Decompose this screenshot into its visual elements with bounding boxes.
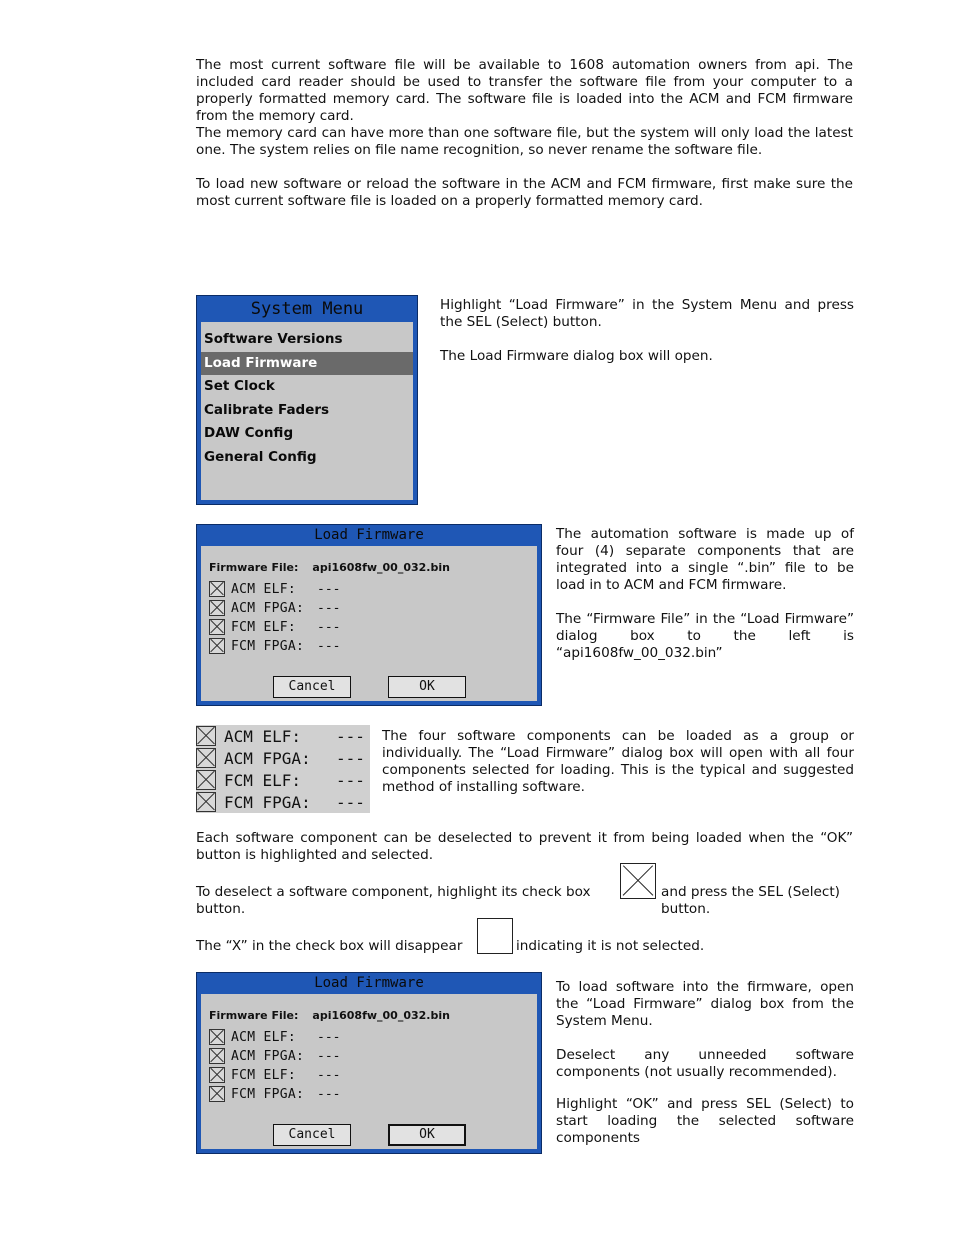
- component-row-acm-elf[interactable]: [209, 580, 340, 598]
- checked-checkbox-icon[interactable]: [196, 792, 216, 812]
- checked-checkbox-icon[interactable]: [209, 1067, 225, 1083]
- checked-checkbox-icon[interactable]: [196, 748, 216, 768]
- deselect-paragraph-1: Each software component can be deselected to prevent it from being loaded when the “OK” button is highlighted and selected.: [196, 830, 853, 863]
- step2-paragraph-2: The “Firmware File” in the “Load Firmware” dialog box to the left is “api1608fw_00_032.bin”: [556, 611, 854, 661]
- component-label: FCM ELF:: [224, 770, 302, 790]
- component-label: ACM FPGA:: [224, 748, 311, 768]
- component-label: ACM FPGA:: [231, 1048, 305, 1064]
- component-value: ---: [336, 748, 365, 768]
- component-row-fcm-elf[interactable]: [209, 1066, 340, 1084]
- component-label: FCM ELF:: [231, 619, 297, 635]
- system-menu-list: [201, 322, 413, 500]
- dialog-panel: [201, 546, 537, 701]
- checked-checkbox-icon[interactable]: [209, 619, 225, 635]
- menu-item-daw-config[interactable]: DAW Config: [204, 425, 294, 442]
- firmware-file-label: Firmware File:: [209, 1009, 299, 1022]
- step4-paragraph-3: Highlight “OK” and press SEL (Select) to start loading the selected software components: [556, 1096, 854, 1146]
- big-row-acm-elf[interactable]: [196, 726, 365, 746]
- checked-checkbox-icon[interactable]: [209, 600, 225, 616]
- unchecked-checkbox-icon: [477, 918, 513, 954]
- menu-item-load-firmware[interactable]: Load Firmware: [201, 352, 413, 376]
- checked-checkbox-icon[interactable]: [209, 1048, 225, 1064]
- component-value: ---: [317, 1029, 341, 1045]
- component-row-fcm-fpga[interactable]: [209, 1085, 340, 1103]
- component-row-fcm-elf[interactable]: [209, 618, 340, 636]
- deselect-paragraph-2b: and press the SEL (Select) button.: [661, 884, 840, 917]
- system-menu-title: System Menu: [250, 299, 364, 319]
- component-row-fcm-fpga[interactable]: [209, 637, 340, 655]
- firmware-file-name: api1608fw_00_032.bin: [312, 1009, 450, 1022]
- checked-checkbox-icon[interactable]: [209, 638, 225, 654]
- component-label: FCM ELF:: [231, 1067, 297, 1083]
- component-value: ---: [336, 726, 365, 746]
- ok-button[interactable]: OK: [388, 1124, 466, 1146]
- step3-paragraph-1: The four software components can be loaded as a group or individually. The “Load Firmware” dialog box will open with all four components selected for loading. This is the typical and suggested method of installing software.: [382, 728, 854, 795]
- checked-checkbox-icon: [620, 863, 656, 899]
- cancel-button[interactable]: Cancel: [273, 1124, 351, 1146]
- component-value: ---: [317, 581, 341, 597]
- component-row-acm-fpga[interactable]: [209, 599, 340, 617]
- component-label: FCM FPGA:: [231, 638, 305, 654]
- firmware-file-label: Firmware File:: [209, 561, 299, 574]
- big-row-fcm-elf[interactable]: [196, 770, 365, 790]
- checked-checkbox-icon[interactable]: [209, 581, 225, 597]
- dialog-title: Load Firmware: [314, 527, 424, 543]
- load-firmware-dialog-2: [196, 972, 542, 1154]
- intro-paragraph-3: To load new software or reload the software in the ACM and FCM firmware, first make sure the most current software file is loaded on a properly formatted memory card.: [196, 176, 853, 209]
- checked-checkbox-icon[interactable]: [196, 726, 216, 746]
- ok-button[interactable]: OK: [388, 676, 466, 698]
- menu-item-software-versions[interactable]: Software Versions: [204, 331, 343, 347]
- component-value: ---: [317, 600, 341, 616]
- checked-checkbox-icon[interactable]: [209, 1086, 225, 1102]
- component-label: FCM FPGA:: [231, 1086, 305, 1102]
- step1-paragraph-1: Highlight “Load Firmware” in the System Menu and press the SEL (Select) button.: [440, 297, 854, 330]
- dialog-title: Load Firmware: [314, 975, 424, 991]
- deselect-paragraph-3b: indicating it is not selected.: [516, 938, 705, 954]
- component-label: FCM FPGA:: [224, 792, 311, 812]
- firmware-file-line: [209, 1007, 450, 1024]
- component-value: ---: [317, 638, 341, 654]
- dialog-panel: [201, 994, 537, 1149]
- step1-paragraph-2: The Load Firmware dialog box will open.: [440, 348, 713, 364]
- menu-item-general-config[interactable]: General Config: [204, 448, 317, 465]
- component-label: ACM ELF:: [224, 726, 302, 746]
- checked-checkbox-icon[interactable]: [209, 1029, 225, 1045]
- checked-checkbox-icon[interactable]: [196, 770, 216, 790]
- intro-paragraph-1: The most current software file will be available to 1608 automation owners from api. The included card reader should be used to transfer the software file from your computer to a properly formatted memory card. The software file is loaded into the ACM and FCM firmware from the memory card.: [196, 57, 853, 124]
- component-checkbox-list: [196, 725, 370, 813]
- menu-item-calibrate-faders[interactable]: Calibrate Faders: [204, 401, 330, 418]
- menu-item-set-clock[interactable]: Set Clock: [204, 378, 275, 395]
- component-value: ---: [317, 1086, 341, 1102]
- firmware-file-name: api1608fw_00_032.bin: [312, 561, 450, 574]
- deselect-paragraph-2a: To deselect a software component, highlight its check box: [196, 884, 591, 900]
- deselect-paragraph-3a: The “X” in the check box will disappear: [196, 938, 463, 954]
- step4-paragraph-2: Deselect any unneeded software components (not usually recommended).: [556, 1047, 854, 1080]
- component-label: ACM ELF:: [231, 1029, 297, 1045]
- load-firmware-dialog-1: [196, 524, 542, 706]
- deselect-paragraph-2c: button.: [196, 901, 246, 917]
- component-label: ACM ELF:: [231, 581, 297, 597]
- component-value: ---: [317, 1048, 341, 1064]
- system-menu-screenshot: [196, 295, 418, 505]
- component-value: ---: [317, 619, 341, 635]
- component-row-acm-elf[interactable]: [209, 1028, 340, 1046]
- component-row-acm-fpga[interactable]: [209, 1047, 340, 1065]
- big-row-acm-fpga[interactable]: [196, 748, 365, 768]
- component-value: ---: [336, 792, 365, 812]
- cancel-button[interactable]: Cancel: [273, 676, 351, 698]
- big-row-fcm-fpga[interactable]: [196, 792, 365, 812]
- firmware-file-line: [209, 559, 450, 576]
- component-value: ---: [317, 1067, 341, 1083]
- intro-paragraph-2: The memory card can have more than one software file, but the system will only load the latest one. The system relies on file name recognition, so never rename the software file.: [196, 125, 853, 158]
- component-label: ACM FPGA:: [231, 600, 305, 616]
- component-value: ---: [336, 770, 365, 790]
- step4-paragraph-1: To load software into the firmware, open the “Load Firmware” dialog box from the System Menu.: [556, 979, 854, 1029]
- step2-paragraph-1: The automation software is made up of four (4) separate components that are integrated into a single “.bin” file to be load in to ACM and FCM firmware.: [556, 526, 854, 593]
